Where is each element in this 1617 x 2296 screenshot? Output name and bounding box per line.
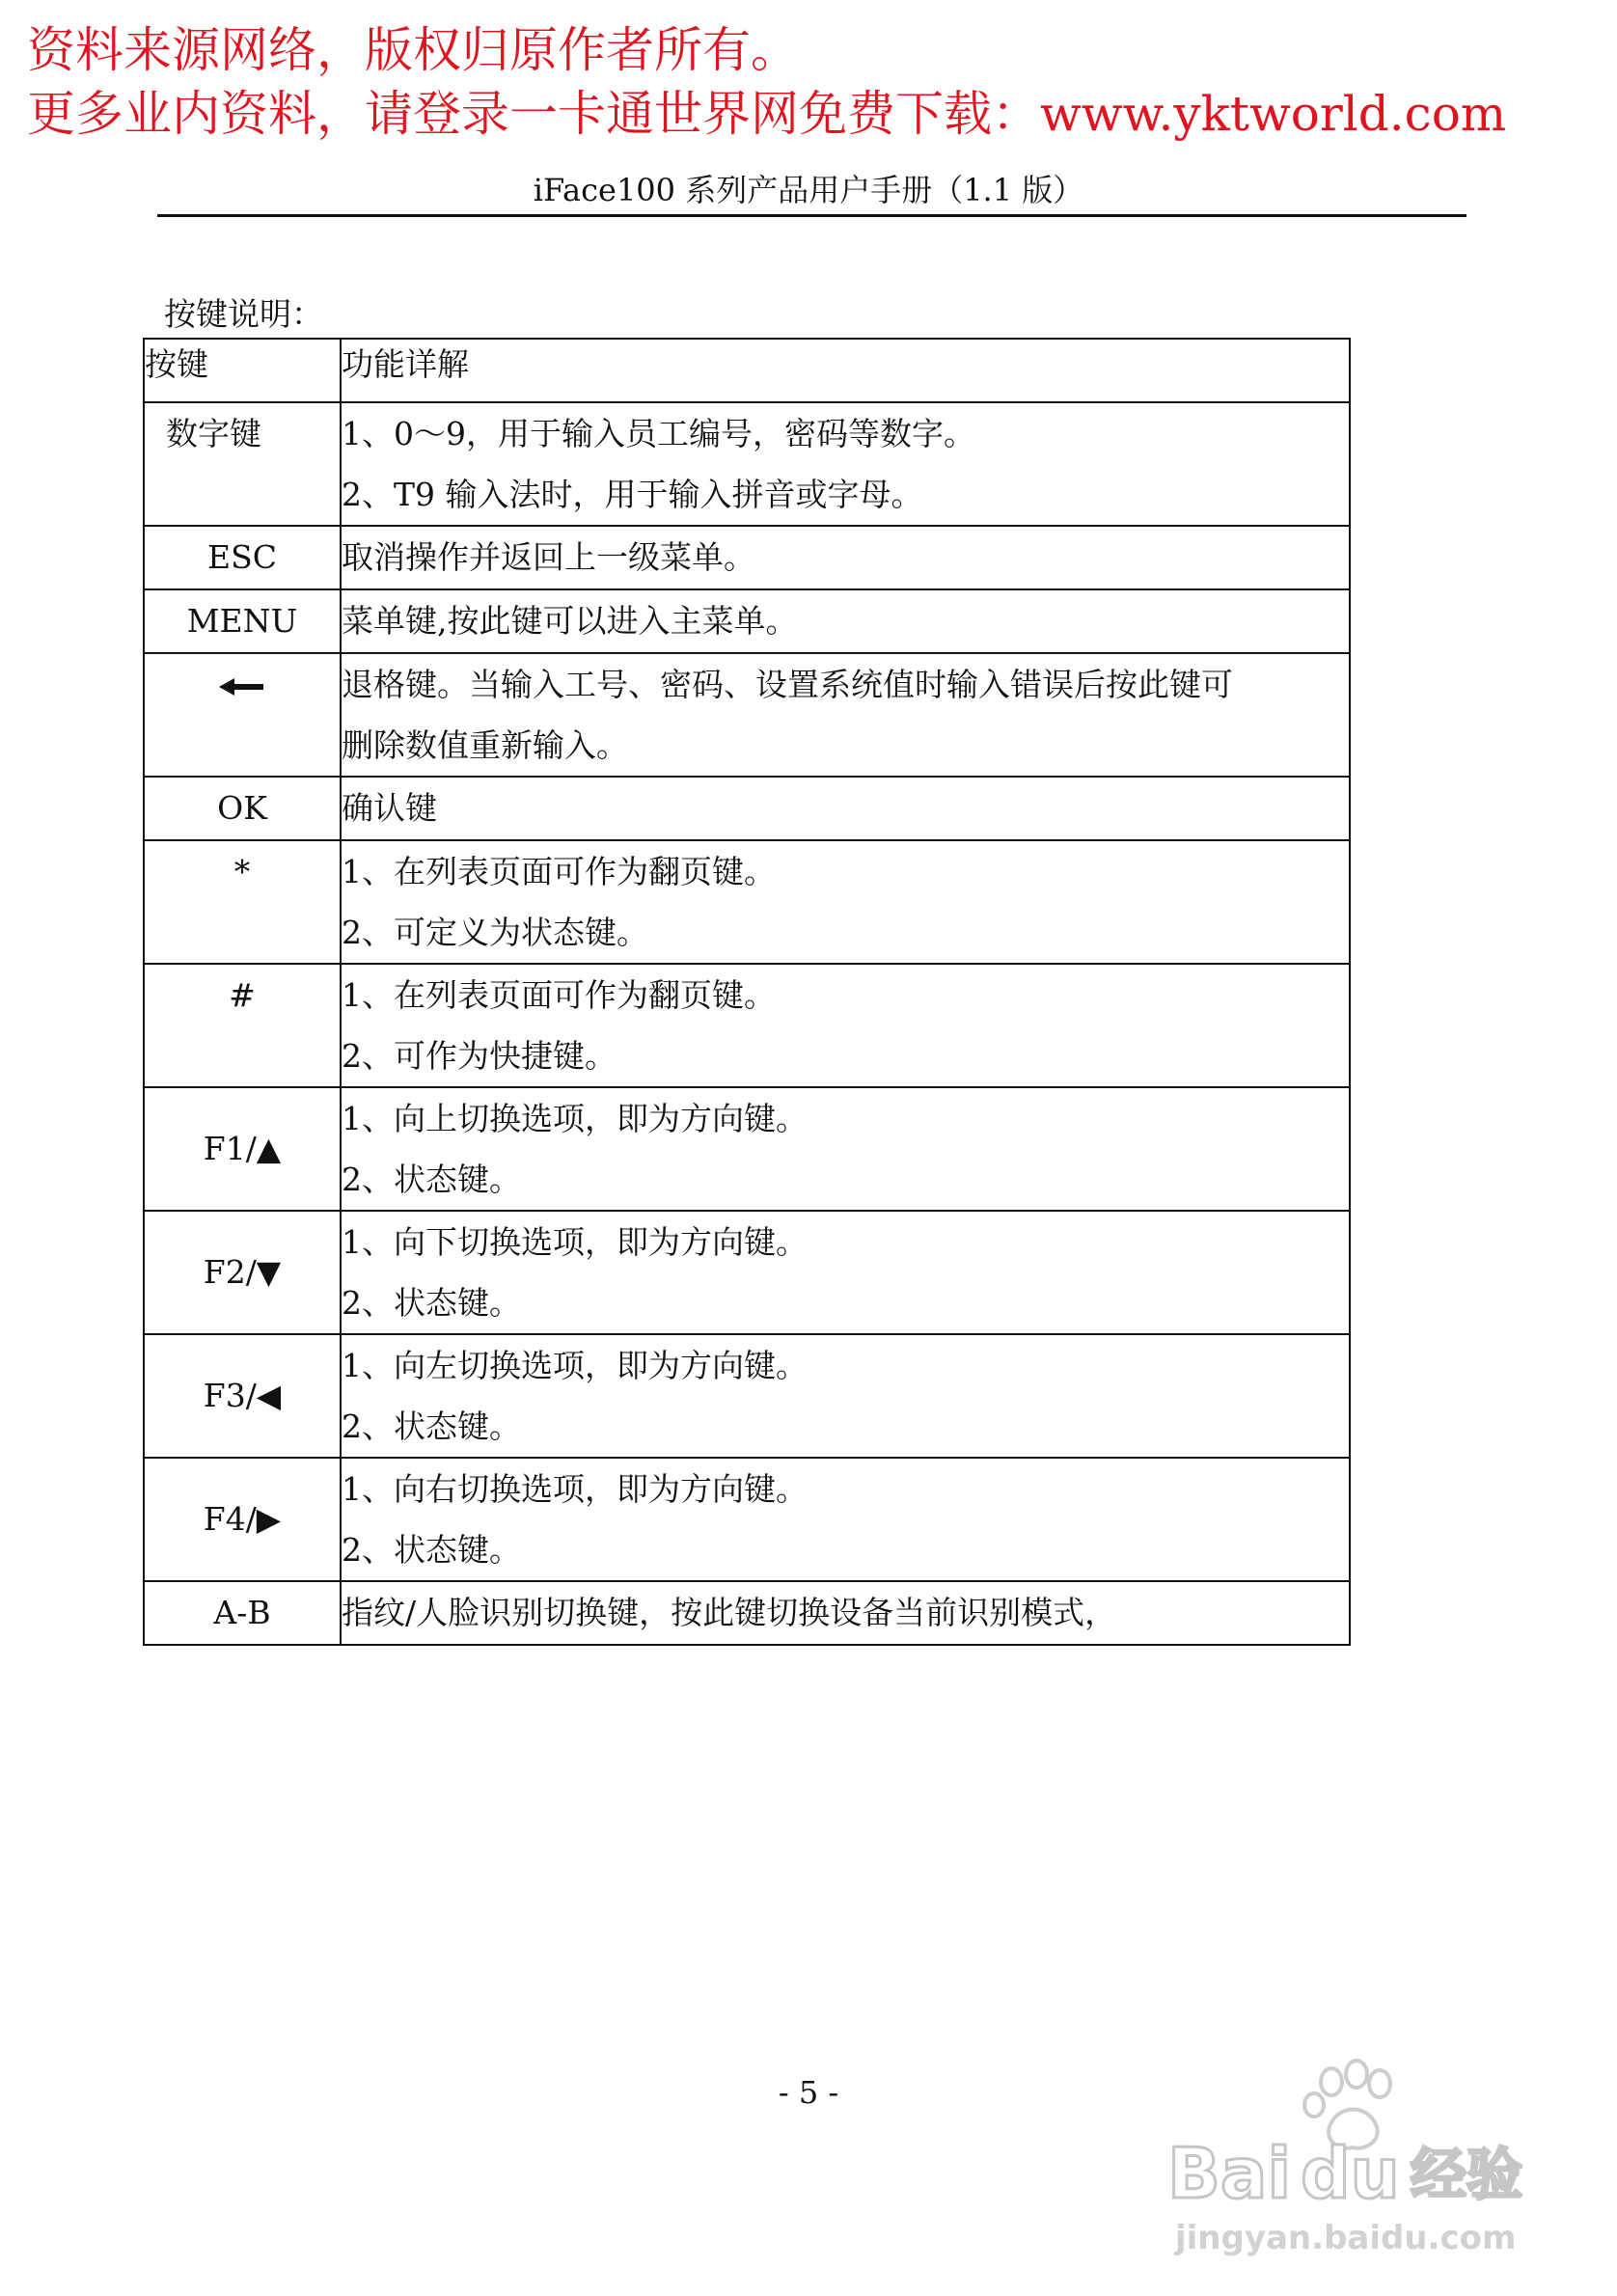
desc-line: 2、T9 输入法时，用于输入拼音或字母。	[342, 476, 923, 513]
page-number: - 5 -	[778, 2074, 839, 2111]
table-header-row	[144, 339, 1350, 402]
key-cell	[144, 402, 341, 526]
key-cell	[144, 1458, 341, 1581]
desc-cell	[341, 1458, 1350, 1581]
key-cell	[144, 526, 341, 589]
desc-line: 2、状态键。	[342, 1408, 521, 1445]
table-row	[144, 402, 1350, 526]
desc-line: 指纹/人脸识别切换键，按此键切换设备当前识别模式，	[342, 1594, 1117, 1631]
key-cell	[144, 777, 341, 840]
desc-cell	[341, 1087, 1350, 1211]
svg-text:du: du	[1301, 2133, 1400, 2214]
key-description-table	[143, 338, 1351, 1646]
key-label: F3/◀	[203, 1377, 282, 1414]
table-row	[144, 1087, 1350, 1211]
table-row	[144, 589, 1350, 653]
header-function: 功能详解	[341, 339, 1350, 402]
watermark-url: jingyan.baidu.com	[1175, 2219, 1517, 2257]
desc-line: 1、在列表页面可作为翻页键。	[342, 976, 776, 1014]
svg-text:经验: 经验	[1411, 2142, 1523, 2207]
desc-cell	[341, 526, 1350, 589]
section-title: 按键说明：	[164, 295, 323, 333]
desc-line: 删除数值重新输入。	[342, 726, 628, 764]
key-cell	[144, 589, 341, 653]
desc-line: 2、状态键。	[342, 1161, 521, 1198]
desc-line: 1、向上切换选项，即为方向键。	[342, 1100, 808, 1137]
key-label: *	[233, 853, 251, 890]
desc-cell	[341, 777, 1350, 840]
table-row	[144, 964, 1350, 1087]
table-row	[144, 653, 1350, 777]
key-label: A-B	[213, 1594, 271, 1631]
desc-line: 2、状态键。	[342, 1531, 521, 1569]
desc-line: 2、可定义为状态键。	[342, 914, 648, 951]
header-key: 按键	[144, 339, 341, 402]
desc-line: 1、向右切换选项，即为方向键。	[342, 1470, 808, 1508]
desc-line: 2、状态键。	[342, 1284, 521, 1322]
copyright-banner-line-1: 资料来源网络，版权归原作者所有。	[27, 22, 799, 78]
table-row	[144, 1458, 1350, 1581]
key-label: OK	[217, 789, 267, 827]
table-row	[144, 1334, 1350, 1458]
table-row	[144, 526, 1350, 589]
copyright-banner-line-2: 更多业内资料，请登录一卡通世界网免费下载：www.yktworld.com	[27, 86, 1507, 142]
svg-text:Bai: Bai	[1167, 2133, 1292, 2214]
desc-line: 退格键。当输入工号、密码、设置系统值时输入错误后按此键可	[342, 666, 1233, 703]
key-cell	[144, 1581, 341, 1645]
table-row	[144, 1581, 1350, 1645]
backspace-arrow-icon	[219, 676, 265, 697]
desc-cell	[341, 964, 1350, 1087]
key-cell	[144, 1211, 341, 1334]
header-rule	[157, 214, 1466, 217]
desc-cell	[341, 402, 1350, 526]
table-row	[144, 1211, 1350, 1334]
desc-cell	[341, 1211, 1350, 1334]
desc-cell	[341, 653, 1350, 777]
key-label: F2/▼	[203, 1253, 282, 1291]
desc-line: 1、在列表页面可作为翻页键。	[342, 853, 776, 890]
desc-line: 确认键	[342, 789, 437, 827]
desc-line: 2、可作为快捷键。	[342, 1037, 617, 1075]
table-row	[144, 840, 1350, 964]
key-label: MENU	[186, 602, 298, 640]
key-label: #	[229, 976, 256, 1014]
key-cell	[144, 1334, 341, 1458]
desc-line: 1、0～9，用于输入员工编号，密码等数字。	[342, 415, 975, 452]
desc-line: 1、向下切换选项，即为方向键。	[342, 1223, 808, 1261]
key-cell	[144, 964, 341, 1087]
desc-line: 菜单键,按此键可以进入主菜单。	[342, 602, 798, 640]
desc-cell	[341, 1334, 1350, 1458]
key-label: F4/▶	[203, 1500, 282, 1538]
key-cell	[144, 1087, 341, 1211]
desc-line: 1、向左切换选项，即为方向键。	[342, 1347, 808, 1384]
key-cell	[144, 653, 341, 777]
running-header: iFace100 系列产品用户手册（1.1 版）	[533, 172, 1084, 208]
desc-cell	[341, 589, 1350, 653]
key-label: F1/▲	[203, 1130, 282, 1167]
key-cell	[144, 840, 341, 964]
table-row	[144, 777, 1350, 840]
desc-cell	[341, 1581, 1350, 1645]
desc-line: 取消操作并返回上一级菜单。	[342, 538, 755, 576]
key-label: 数字键	[166, 415, 261, 452]
key-label	[219, 654, 265, 716]
desc-cell	[341, 840, 1350, 964]
key-label: ESC	[207, 538, 277, 576]
